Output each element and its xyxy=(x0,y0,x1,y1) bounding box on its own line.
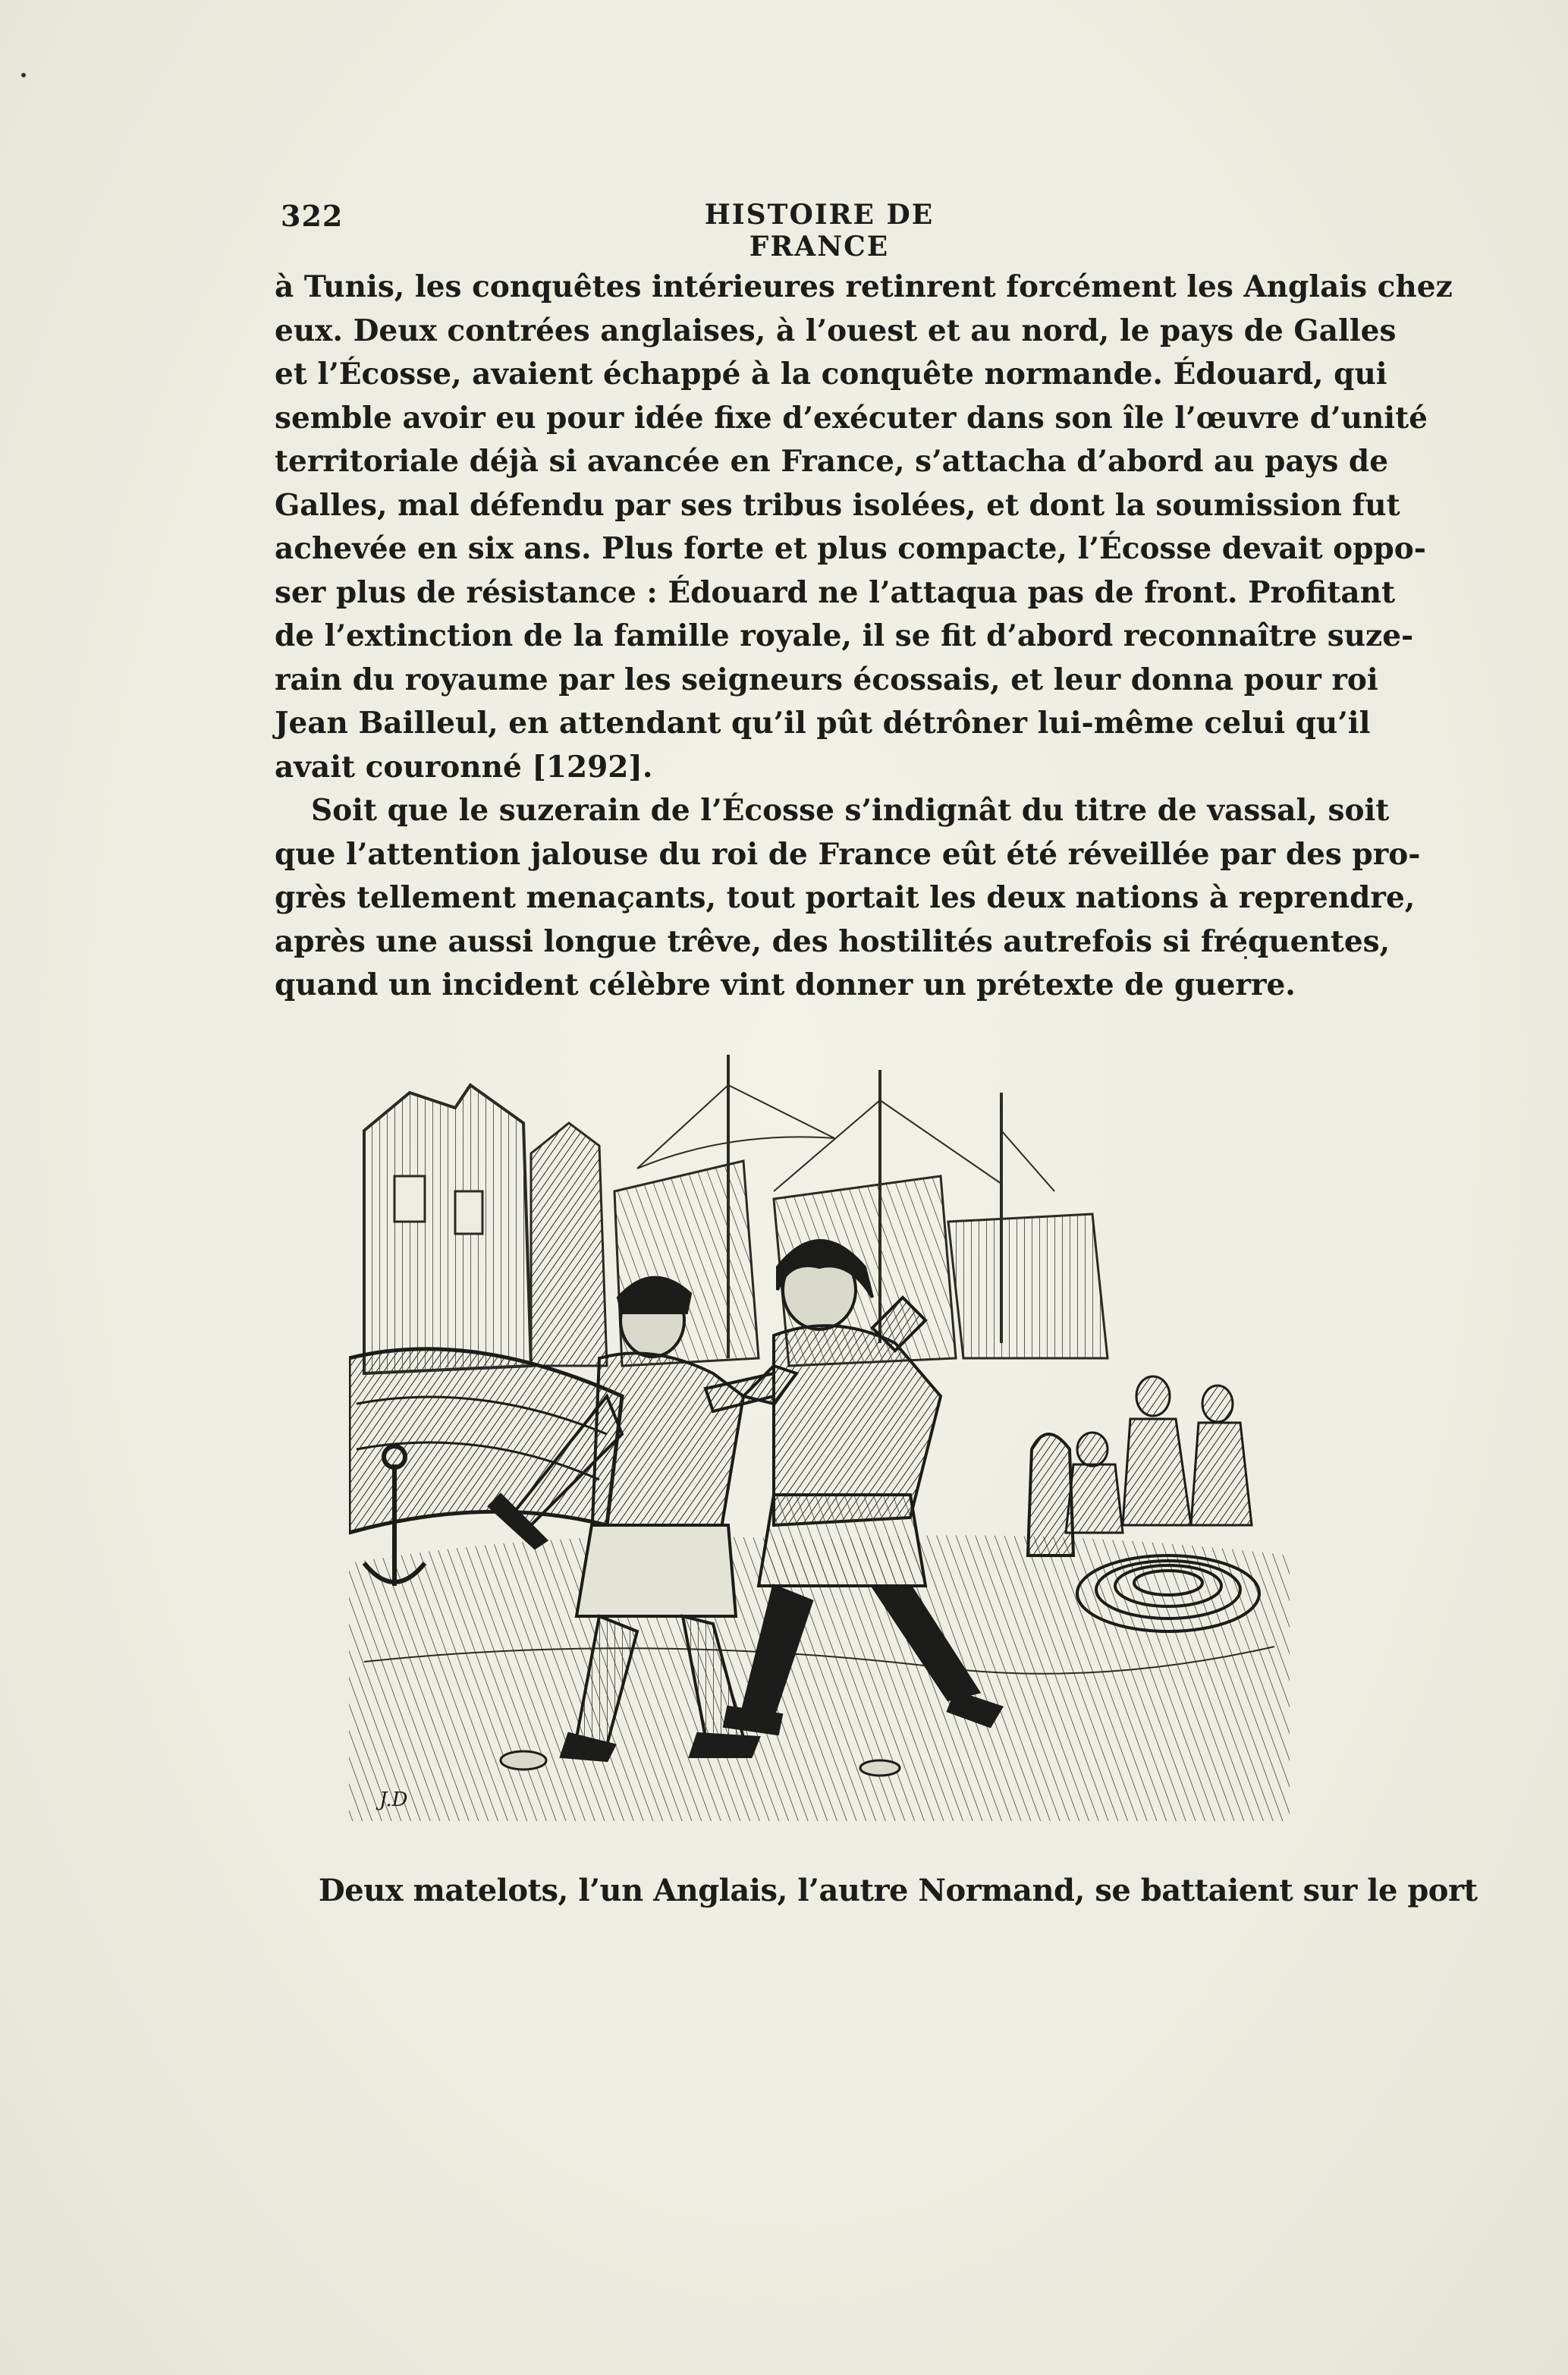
harbor-buildings xyxy=(364,1085,607,1373)
text-line: de l’extinction de la famille royale, il se fit d’abord reconnaître suze- xyxy=(275,618,1414,653)
engraver-signature: J.D xyxy=(379,1788,408,1811)
engraving-illustration xyxy=(349,1040,1290,1821)
paper-speck xyxy=(21,73,26,77)
text-line: Galles, mal défendu par ses tribus isolées, et dont la soumission fut xyxy=(275,487,1400,523)
text-line: avait couronné [1292]. xyxy=(275,749,653,785)
text-line: rain du royaume par les seigneurs écossais, et leur donna pour roi xyxy=(275,662,1378,697)
text-line: eux. Deux contrées anglaises, à l’ouest et au nord, le pays de Galles xyxy=(275,313,1397,348)
text-line: achevée en six ans. Plus forte et plus compacte, l’Écosse devait oppo- xyxy=(275,531,1426,566)
crowd xyxy=(1066,1376,1252,1533)
running-title: HISTOIRE DE FRANCE xyxy=(704,199,935,263)
text-line: semble avoir eu pour idée fixe d’exécuter dans son île l’œuvre d’unité xyxy=(275,400,1428,436)
engraving-svg xyxy=(349,1040,1290,1821)
text-line: après une aussi longue trêve, des hostilités autrefois si fréquentes, xyxy=(275,923,1390,959)
paragraph xyxy=(275,266,1453,789)
text-line: Jean Bailleul, en attendant qu’il pût détrôner lui-même celui qu’il xyxy=(275,706,1371,741)
bollard xyxy=(1028,1434,1073,1556)
text-line: ser plus de résistance : Édouard ne l’attaqua pas de front. Profitant xyxy=(275,574,1396,610)
text-line: quand un incident célèbre vint donner un prétexte de guerre. xyxy=(275,967,1296,1002)
text-line: Soit que le suzerain de l’Écosse s’indignât du titre de vassal, soit xyxy=(311,793,1390,828)
text-line: et l’Écosse, avaient échappé à la conquête normande. Édouard, qui xyxy=(275,357,1387,392)
text-line: que l’attention jalouse du roi de France eût été réveillée par des pro- xyxy=(275,836,1421,872)
running-head xyxy=(281,199,1358,263)
paragraph xyxy=(275,789,1421,1008)
text-line: grès tellement menaçants, tout portait les deux nations à reprendre, xyxy=(275,880,1416,915)
body-text xyxy=(275,266,1453,1008)
text-line: à Tunis, les conquêtes intérieures retinrent forcément les Anglais chez xyxy=(275,269,1453,304)
text-line: territoriale déjà si avancée en France, s’attacha d’abord au pays de xyxy=(275,444,1389,479)
page-number: 322 xyxy=(281,199,344,233)
illustration-caption: Deux matelots, l’un Anglais, l’autre Normand, se battaient sur le port xyxy=(319,1873,1478,1908)
